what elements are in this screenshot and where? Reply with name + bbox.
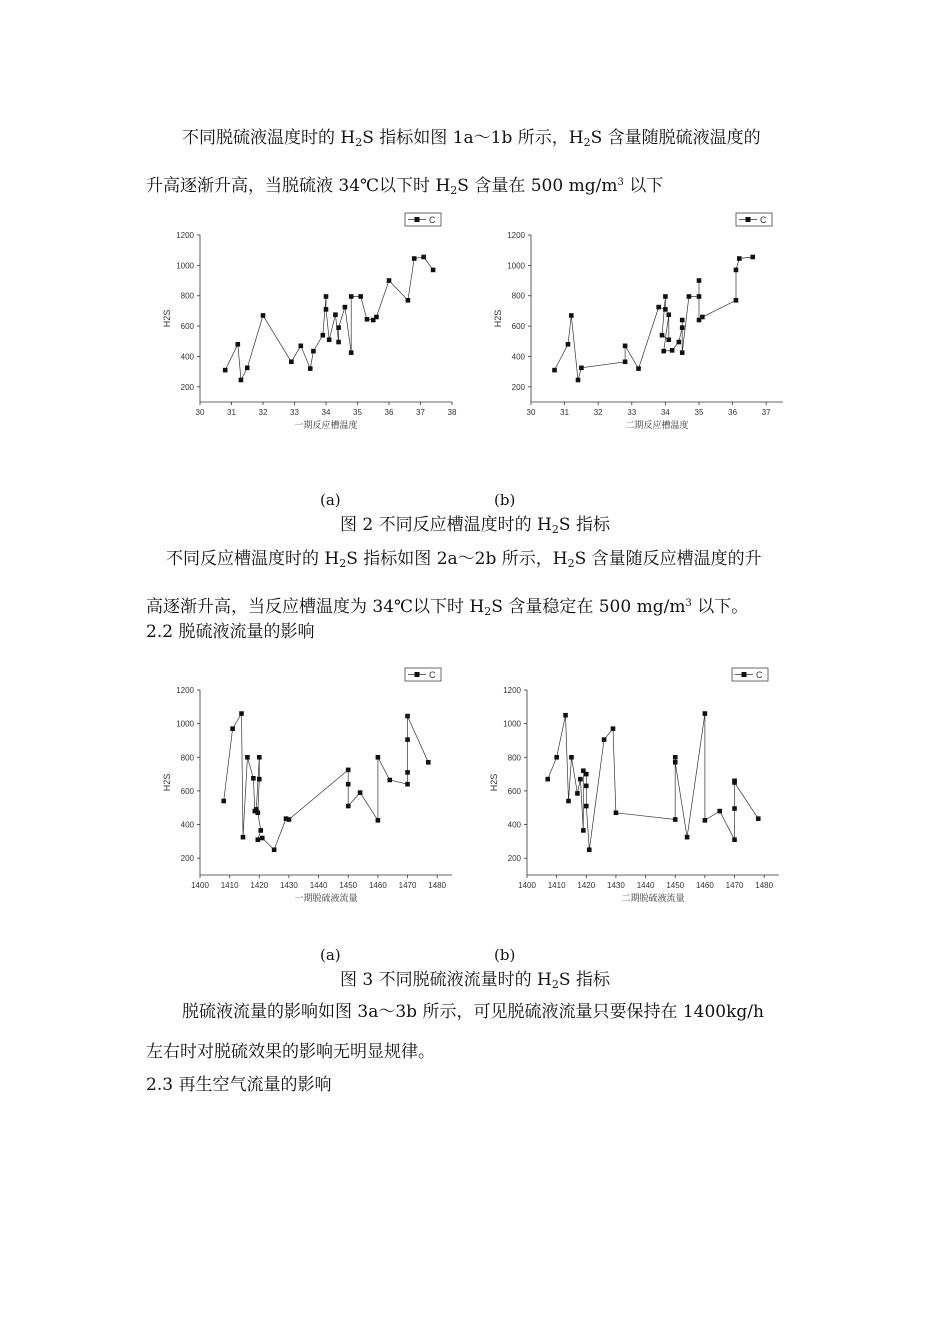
data-point (732, 837, 737, 842)
x-tick-label: 1480 (428, 881, 447, 890)
x-tick-label: 33 (627, 408, 637, 417)
paragraph-3-line-2: 左右时对脱硫效果的影响无明显规律。 (146, 1042, 435, 1062)
series-line (548, 714, 758, 850)
y-tick-label: 400 (180, 820, 194, 830)
x-tick-label: 30 (195, 408, 205, 417)
y-tick-label: 600 (180, 786, 194, 796)
data-point (685, 835, 690, 840)
legend-marker (742, 672, 747, 677)
y-tick-label: 1200 (176, 231, 194, 240)
y-tick-label: 200 (180, 382, 194, 392)
data-point (703, 818, 708, 823)
x-tick-label: 1450 (339, 881, 358, 890)
data-point (611, 726, 616, 731)
legend-label: C (756, 670, 763, 680)
fig2-label-b: (b) (494, 491, 516, 509)
fig2-caption: 图 2 不同反应槽温度时的 $H_2S$ 指标 (340, 515, 610, 536)
data-point (545, 777, 550, 782)
y-tick-label: 600 (511, 322, 525, 332)
data-point (569, 755, 574, 760)
x-tick-label: 38 (447, 408, 457, 417)
data-point (602, 737, 607, 742)
x-tick-label: 32 (258, 408, 268, 417)
paragraph-1-line-2: 升高逐渐升高，当脱硫液 34℃以下时 $H_2S$ 含量在 500 $mg/m^3$ 以下 (146, 176, 664, 197)
section-heading-2-2: 2.2 脱硫液流量的影响 (146, 622, 315, 642)
y-tick-label: 1000 (176, 261, 194, 271)
x-tick-label: 36 (728, 408, 738, 417)
x-tick-label: 31 (227, 408, 236, 417)
data-point (581, 828, 586, 833)
data-point (566, 799, 571, 804)
x-tick-label: 1430 (280, 881, 298, 890)
y-axis-label: H2S (162, 309, 172, 328)
fig3-label-b: (b) (494, 946, 516, 964)
x-axis-label: 一期脱硫液流量 (294, 893, 358, 903)
y-tick-label: 1200 (503, 686, 521, 695)
y-tick-label: 1000 (503, 719, 521, 729)
fig3-caption: 图 3 不同脱硫液流量时的 $H_2S$ 指标 (340, 970, 610, 991)
x-tick-label: 32 (593, 408, 603, 417)
paragraph-3-line-1: 脱硫液流量的影响如图 3a～3b 所示，可见脱硫液流量只要保持在 1400kg/h (182, 1002, 764, 1022)
data-point (703, 711, 708, 716)
x-tick-label: 1420 (577, 881, 596, 890)
paragraph-2-line-1: 不同反应槽温度时的 $H_2S$ 指标如图 2a～2b 所示，$H_2S$ 含量随反应槽温度的升 (166, 549, 762, 570)
section-heading-2-3: 2.3 再生空气流量的影响 (146, 1075, 332, 1095)
paragraph-1-line-1: 不同脱硫液温度时的 $H_2S$ 指标如图 1a～1b 所示，$H_2S$ 含量随脱硫液温度的 (182, 128, 761, 149)
data-point (563, 713, 568, 718)
y-axis-label: H2S (493, 309, 503, 328)
paragraph-3 (146, 992, 810, 1072)
y-axis-label: H2S (489, 773, 499, 792)
data-point (673, 817, 678, 822)
x-tick-label: 1460 (368, 881, 387, 890)
y-tick-label: 1200 (507, 231, 525, 240)
paragraph-2-line-2: 高逐渐升高，当反应槽温度为 34℃以下时 $H_2S$ 含量稳定在 500 $mg/m^3$ 以下。 (146, 597, 749, 618)
x-axis-label: 二期脱硫液流量 (621, 893, 685, 903)
data-point (673, 760, 678, 765)
y-tick-label: 200 (507, 854, 521, 864)
x-tick-label: 35 (694, 408, 704, 417)
y-tick-label: 400 (511, 352, 525, 362)
data-point (732, 780, 737, 785)
y-tick-label: 1000 (176, 719, 194, 729)
data-point (578, 777, 583, 782)
x-tick-label: 31 (560, 408, 570, 417)
x-tick-label: 1410 (547, 881, 566, 890)
x-tick-label: 34 (660, 408, 670, 417)
y-tick-label: 400 (507, 820, 521, 830)
x-tick-label: 1440 (636, 881, 655, 890)
y-tick-label: 800 (180, 291, 194, 301)
x-tick-label: 1420 (250, 881, 269, 890)
y-tick-label: 800 (507, 753, 521, 763)
data-point (614, 810, 619, 815)
data-point (584, 804, 589, 809)
data-point (756, 816, 761, 821)
legend-label: C (429, 670, 436, 680)
x-tick-label: 30 (526, 408, 536, 417)
x-tick-label: 37 (761, 408, 771, 417)
x-tick-label: 1450 (666, 881, 685, 890)
x-tick-label: 1440 (309, 881, 328, 890)
x-axis-label: 一期反应槽温度 (294, 420, 358, 430)
fig3-label-a: (a) (320, 946, 341, 964)
y-axis-label: H2S (162, 773, 172, 792)
x-tick-label: 36 (384, 408, 394, 417)
y-tick-label: 1000 (507, 261, 525, 271)
y-tick-label: 600 (180, 322, 194, 332)
y-tick-label: 400 (180, 352, 194, 362)
x-tick-label: 37 (416, 408, 425, 417)
data-point (554, 755, 559, 760)
legend-label: C (429, 215, 436, 225)
x-tick-label: 1460 (695, 881, 714, 890)
x-axis-label: 二期反应槽温度 (625, 420, 689, 430)
x-tick-label: 1400 (191, 881, 209, 890)
data-point (584, 772, 589, 777)
y-tick-label: 600 (507, 786, 521, 796)
x-tick-label: 35 (353, 408, 362, 417)
legend-label: C (760, 215, 767, 225)
x-tick-label: 1400 (518, 881, 536, 890)
y-tick-label: 200 (511, 382, 525, 392)
x-tick-label: 33 (290, 408, 299, 417)
x-tick-label: 1470 (725, 881, 744, 890)
data-point (587, 847, 592, 852)
x-tick-label: 34 (321, 408, 331, 417)
data-point (575, 791, 580, 796)
x-tick-label: 1410 (220, 881, 239, 890)
data-point (584, 784, 589, 789)
x-tick-label: 1470 (398, 881, 417, 890)
x-tick-label: 1480 (755, 881, 774, 890)
y-tick-label: 200 (180, 854, 194, 864)
data-point (732, 806, 737, 811)
y-tick-label: 1200 (176, 686, 194, 695)
fig2-label-a: (a) (320, 491, 341, 509)
data-point (673, 755, 678, 760)
y-tick-label: 800 (180, 753, 194, 763)
data-point (717, 809, 722, 814)
y-tick-label: 800 (511, 291, 525, 301)
x-tick-label: 1430 (607, 881, 625, 890)
